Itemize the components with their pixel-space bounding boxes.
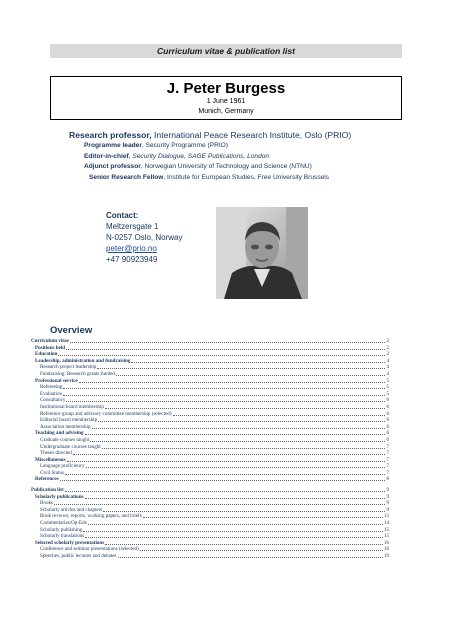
toc-entry-page: 6 bbox=[386, 436, 389, 443]
toc-leader-dots bbox=[85, 498, 386, 499]
toc-entry[interactable] bbox=[31, 500, 389, 507]
toc-entry[interactable] bbox=[31, 397, 389, 404]
primary-role bbox=[69, 129, 439, 141]
toc-entry-page: 4 bbox=[386, 370, 389, 377]
toc-leader-dots bbox=[116, 375, 386, 376]
toc-entry-title: Teaching and advising bbox=[35, 430, 84, 437]
toc-entry-title: Fundraising: Research grants funded bbox=[40, 370, 115, 377]
toc-entry-page: 13 bbox=[383, 513, 389, 520]
toc-entry-page: 7 bbox=[386, 469, 389, 476]
toc-entry[interactable] bbox=[31, 520, 389, 527]
role-org: , Security Dialogue, SAGE Publications, London bbox=[128, 152, 270, 160]
role-senior-research-fellow bbox=[69, 173, 439, 184]
toc-entry-title: Commentaries/Op-Eds bbox=[40, 520, 87, 527]
contact-block bbox=[106, 210, 182, 265]
toc-entry-title: Education bbox=[35, 351, 58, 358]
toc-entry-title: Scholarly publishing bbox=[40, 526, 83, 533]
toc-entry[interactable] bbox=[31, 527, 389, 534]
toc-entry-page: 6 bbox=[386, 397, 389, 404]
toc-entry-title: Reference group and advisory committee membership (selected) bbox=[40, 410, 172, 417]
toc-entry-title: Evaluation bbox=[40, 390, 63, 397]
phone-number: +47 90923949 bbox=[106, 255, 158, 264]
toc-entry-page: 16 bbox=[383, 546, 389, 553]
address-line-2: N-0257 Oslo, Norway bbox=[106, 233, 183, 242]
toc-entry[interactable] bbox=[31, 371, 389, 378]
toc-leader-dots bbox=[173, 415, 386, 416]
toc-entry-title: Institutional board membership bbox=[40, 403, 104, 410]
toc-leader-dots bbox=[83, 531, 383, 532]
address-line-1: Meltzersgate 1 bbox=[106, 222, 159, 231]
toc-leader-dots bbox=[105, 544, 383, 545]
toc-entry[interactable] bbox=[31, 351, 389, 358]
toc-leader-dots bbox=[85, 537, 383, 538]
toc-entry[interactable] bbox=[31, 358, 389, 365]
table-of-contents bbox=[31, 338, 389, 560]
toc-entry-page: 2 bbox=[386, 338, 389, 344]
birth-place: Munich, Germany bbox=[198, 108, 254, 115]
toc-leader-dots bbox=[79, 382, 386, 383]
role-org: , Security Programme (PRIO) bbox=[141, 142, 229, 149]
toc-leader-dots bbox=[103, 511, 385, 512]
contact-label: Contact: bbox=[106, 211, 139, 220]
toc-entry-title: Speeches, public lectures and debates bbox=[40, 553, 117, 559]
toc-entry[interactable] bbox=[31, 513, 389, 520]
toc-entry-page: 6 bbox=[386, 410, 389, 417]
toc-entry-title: Selected scholarly presentations bbox=[35, 539, 105, 546]
toc-entry-page: 7 bbox=[386, 450, 389, 457]
toc-entry-title: Civil Status bbox=[40, 469, 64, 476]
toc-leader-dots bbox=[58, 355, 385, 356]
toc-entry-title: Books bbox=[40, 500, 54, 507]
toc-leader-dots bbox=[118, 557, 383, 558]
toc-entry-title: Theses directed bbox=[40, 450, 72, 457]
toc-entry-page: 6 bbox=[386, 423, 389, 430]
toc-entry-page: 8 bbox=[386, 476, 389, 483]
toc-entry[interactable] bbox=[31, 437, 389, 444]
toc-entry-page: 6 bbox=[386, 403, 389, 410]
toc-entry-title: Refereeing bbox=[40, 384, 63, 391]
toc-leader-dots bbox=[85, 434, 386, 435]
document-header bbox=[50, 44, 402, 58]
toc-entry[interactable] bbox=[31, 364, 389, 371]
role-adjunct-professor bbox=[69, 162, 439, 173]
roles-section bbox=[69, 129, 439, 183]
toc-entry-page: 7 bbox=[386, 443, 389, 450]
toc-entry-title: Professional service bbox=[35, 377, 78, 384]
overview-heading: Overview bbox=[50, 325, 93, 336]
toc-entry-page: 5 bbox=[386, 377, 389, 384]
toc-leader-dots bbox=[131, 362, 385, 363]
portrait-photo bbox=[216, 207, 308, 299]
toc-entry-title: Conference and seminar presentations (selected) bbox=[40, 546, 139, 553]
toc-entry[interactable] bbox=[31, 391, 389, 398]
toc-entry-page: 15 bbox=[383, 526, 389, 533]
toc-entry[interactable] bbox=[31, 338, 389, 345]
toc-entry-page: 4 bbox=[386, 357, 389, 364]
role-title: Editor-in-chief bbox=[84, 152, 129, 160]
toc-entry[interactable] bbox=[31, 378, 389, 385]
primary-role-title: Research professor, bbox=[69, 130, 152, 140]
toc-leader-dots bbox=[102, 448, 386, 449]
birth-date: 1 June 1961 bbox=[206, 98, 246, 105]
toc-leader-dots bbox=[63, 388, 385, 389]
toc-entry-page: 9 bbox=[386, 493, 389, 500]
toc-leader-dots bbox=[67, 461, 386, 462]
toc-entry-title: Consultancy bbox=[40, 397, 66, 404]
toc-entry[interactable] bbox=[31, 411, 389, 418]
toc-leader-dots bbox=[105, 408, 386, 409]
toc-entry-title: Editorial board membership bbox=[40, 417, 98, 424]
role-title: Adjunct professor bbox=[84, 163, 141, 170]
toc-leader-dots bbox=[86, 467, 386, 468]
toc-leader-dots bbox=[66, 349, 385, 350]
toc-entry-title: Curriculum vitae bbox=[31, 338, 69, 344]
toc-entry[interactable] bbox=[31, 470, 389, 477]
toc-entry-title: Scholarly articles and chapters bbox=[40, 506, 103, 513]
name-box bbox=[50, 76, 402, 120]
toc-entry-page: 14 bbox=[383, 520, 389, 527]
document-header-title: Curriculum vitae & publication list bbox=[157, 46, 295, 56]
toc-entry[interactable] bbox=[31, 546, 389, 553]
toc-entry-title: Scholarly publications bbox=[35, 493, 84, 500]
toc-leader-dots bbox=[63, 395, 385, 396]
toc-entry[interactable] bbox=[31, 450, 389, 457]
toc-entry-title: Positions held bbox=[35, 344, 66, 351]
toc-entry-title: Book reviews, reports, working papers, and briefs bbox=[40, 513, 142, 520]
toc-entry-title: Graduate courses taught bbox=[40, 436, 90, 443]
toc-entry[interactable] bbox=[31, 345, 389, 352]
toc-entry-page: 9 bbox=[386, 506, 389, 513]
toc-entry-page: 2 bbox=[386, 351, 389, 358]
toc-entry[interactable] bbox=[31, 553, 389, 560]
toc-entry-title: Research project leadership bbox=[40, 364, 97, 371]
toc-entry-page: 2 bbox=[386, 344, 389, 351]
toc-entry-page: 6 bbox=[386, 430, 389, 437]
toc-entry-title: Publication list bbox=[31, 487, 64, 494]
toc-leader-dots bbox=[92, 428, 386, 429]
toc-entry-page: 6 bbox=[386, 417, 389, 424]
toc-entry-page: 9 bbox=[386, 487, 389, 494]
toc-entry[interactable] bbox=[31, 463, 389, 470]
toc-leader-dots bbox=[98, 421, 385, 422]
toc-entry-page: 15 bbox=[383, 533, 389, 540]
person-name: J. Peter Burgess bbox=[166, 80, 286, 97]
toc-entry-page: 5 bbox=[386, 384, 389, 391]
role-editor-in-chief bbox=[69, 152, 439, 163]
toc-leader-dots bbox=[65, 491, 386, 492]
role-org: , Norwegian University of Technology and Science (NTNU) bbox=[140, 163, 312, 170]
toc-leader-dots bbox=[73, 454, 386, 455]
toc-entry-page: 19 bbox=[383, 553, 389, 559]
toc-entry[interactable] bbox=[31, 444, 389, 451]
toc-entry[interactable] bbox=[31, 424, 389, 431]
role-org: , Institute for European Studies, Free University Brussels bbox=[163, 173, 330, 181]
toc-entry[interactable] bbox=[31, 384, 389, 391]
toc-leader-dots bbox=[90, 441, 385, 442]
toc-entry-page: 7 bbox=[386, 456, 389, 463]
toc-entry[interactable] bbox=[31, 476, 389, 483]
portrait-image bbox=[216, 207, 308, 299]
toc-leader-dots bbox=[54, 504, 385, 505]
toc-leader-dots bbox=[97, 368, 385, 369]
toc-entry[interactable] bbox=[31, 417, 389, 424]
toc-entry-title: Association membership bbox=[40, 423, 91, 430]
toc-leader-dots bbox=[88, 524, 383, 525]
toc-entry-page: 4 bbox=[386, 364, 389, 371]
toc-entry-title: Scholarly translations bbox=[40, 533, 85, 540]
email-link[interactable]: peter@prio.no bbox=[106, 244, 157, 253]
toc-entry[interactable] bbox=[31, 533, 389, 540]
toc-leader-dots bbox=[143, 517, 383, 518]
toc-entry-page: 7 bbox=[386, 463, 389, 470]
toc-entry-title: Leadership, administration and fundraising bbox=[35, 357, 131, 364]
toc-entry-page: 9 bbox=[386, 500, 389, 507]
toc-entry-title: Language proficiency bbox=[40, 463, 85, 470]
primary-role-org: International Peace Research Institute, Oslo (PRIO) bbox=[151, 130, 352, 140]
role-programme-leader bbox=[69, 141, 439, 152]
toc-entry[interactable] bbox=[31, 430, 389, 437]
toc-entry-title: Undergraduate courses taught bbox=[40, 443, 101, 450]
toc-leader-dots bbox=[140, 550, 383, 551]
toc-entry-title: Miscellaneous bbox=[35, 456, 66, 463]
toc-leader-dots bbox=[65, 474, 386, 475]
toc-entry[interactable] bbox=[31, 487, 389, 494]
toc-leader-dots bbox=[60, 480, 386, 481]
toc-entry-title: References bbox=[35, 476, 59, 483]
toc-entry[interactable] bbox=[31, 404, 389, 411]
toc-entry-page: 5 bbox=[386, 390, 389, 397]
role-title: Programme leader bbox=[84, 142, 142, 149]
toc-entry-page: 16 bbox=[383, 539, 389, 546]
toc-entry[interactable] bbox=[31, 494, 389, 501]
toc-leader-dots bbox=[70, 342, 386, 343]
role-title: Senior Research Fellow bbox=[89, 173, 164, 181]
toc-leader-dots bbox=[66, 401, 385, 402]
